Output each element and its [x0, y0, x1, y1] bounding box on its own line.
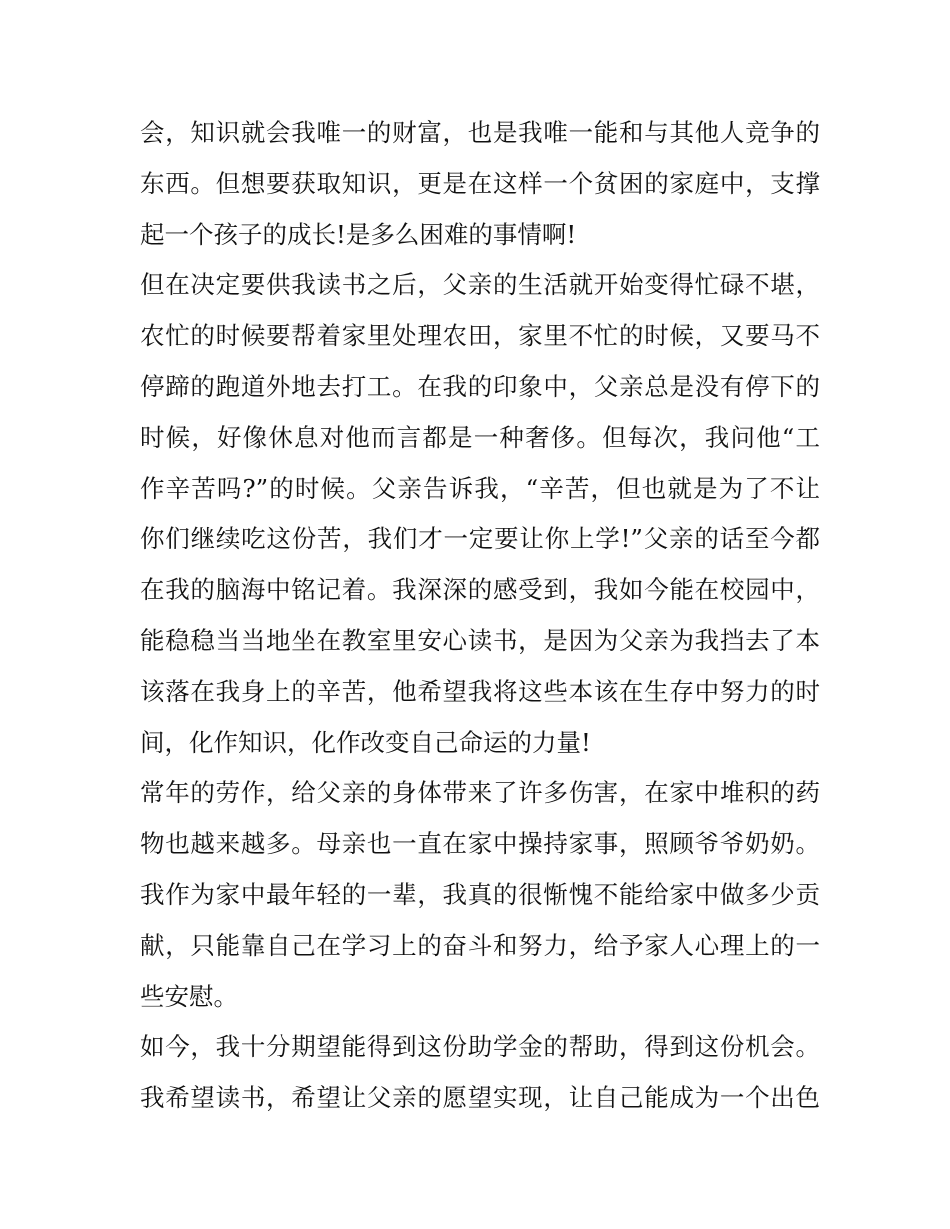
text-line: 在我的脑海中铭记着。我深深的感受到，我如今能在校园中，	[140, 575, 820, 605]
text-line: 常年的劳作，给父亲的身体带来了许多伤害，在家中堆积的药	[140, 778, 820, 808]
text-line: 作辛苦吗?”的时候。父亲告诉我，“辛苦，但也就是为了不让	[140, 473, 820, 503]
text-line: 间，化作知识，化作改变自己命运的力量!	[140, 727, 591, 757]
paragraph-2	[140, 260, 820, 768]
text-line: 你们继续吃这份苦，我们才一定要让你上学!”父亲的话至今都	[140, 524, 820, 554]
text-line: 农忙的时候要帮着家里处理农田，家里不忙的时候，又要马不	[140, 321, 820, 351]
text-line: 会，知识就会我唯一的财富，也是我唯一能和与其他人竞争的	[140, 118, 820, 147]
text-line: 但在决定要供我读书之后，父亲的生活就开始变得忙碌不堪，	[140, 270, 820, 300]
document-body	[140, 108, 820, 1124]
text-line: 时候，好像休息对他而言都是一种奢侈。但每次，我问他“工	[140, 422, 820, 452]
text-line: 停蹄的跑道外地去打工。在我的印象中，父亲总是没有停下的	[140, 371, 820, 401]
text-line: 我希望读书，希望让父亲的愿望实现，让自己能成为一个出色	[140, 1083, 820, 1113]
text-line: 东西。但想要获取知识，更是在这样一个贫困的家庭中，支撑	[140, 168, 820, 198]
paragraph-4	[140, 1022, 820, 1124]
paragraph-1	[140, 108, 820, 260]
text-line: 如今，我十分期望能得到这份助学金的帮助，得到这份机会。	[140, 1032, 820, 1062]
text-line: 献，只能靠自己在学习上的奋斗和努力，给予家人心理上的一	[140, 930, 820, 960]
paragraph-3	[140, 768, 820, 1022]
text-line: 该落在我身上的辛苦，他希望我将这些本该在生存中努力的时	[140, 676, 820, 706]
text-line: 些安慰。	[140, 981, 238, 1011]
text-line: 起一个孩子的成长!是多么困难的事情啊!	[140, 219, 577, 249]
text-line: 物也越来越多。母亲也一直在家中操持家事，照顾爷爷奶奶。	[140, 829, 820, 859]
text-line: 能稳稳当当地坐在教室里安心读书，是因为父亲为我挡去了本	[140, 625, 820, 655]
text-line: 我作为家中最年轻的一辈，我真的很惭愧不能给家中做多少贡	[140, 879, 820, 909]
